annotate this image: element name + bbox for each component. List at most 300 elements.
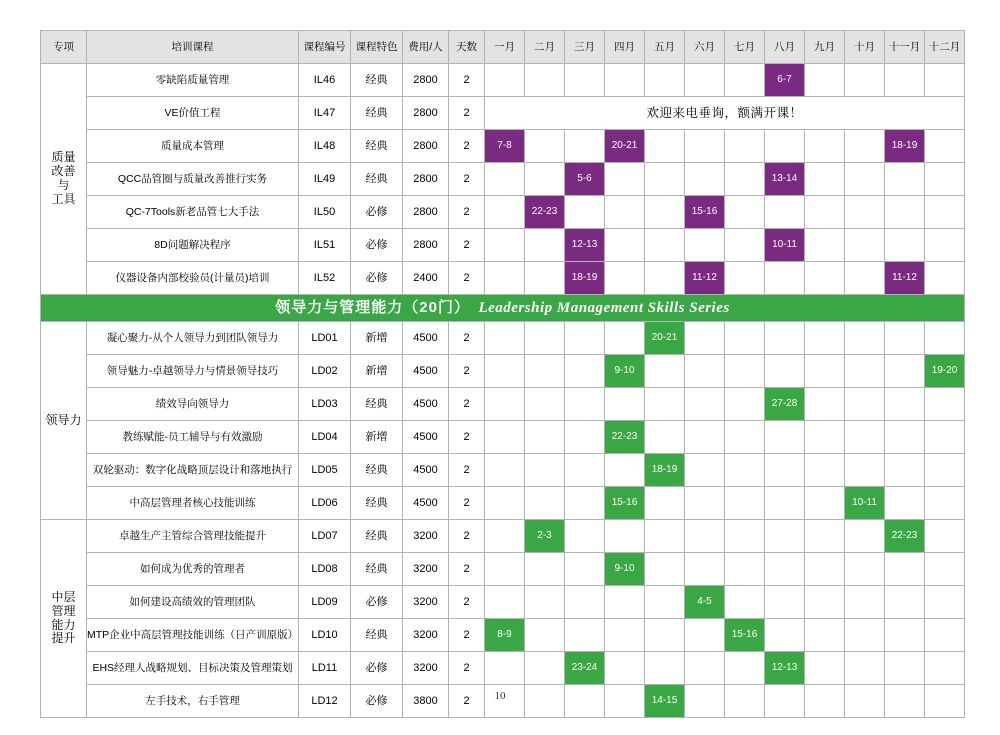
schedule-empty-cell bbox=[765, 586, 805, 619]
section-banner bbox=[41, 295, 965, 322]
col-header-month-11: 十一月 bbox=[885, 31, 925, 64]
course-code-cell: IL47 bbox=[299, 97, 351, 130]
page-number: 10 bbox=[494, 690, 506, 702]
course-feature-cell: 经典 bbox=[351, 97, 403, 130]
schedule-date-cell: 10-11 bbox=[845, 487, 885, 520]
section-title-en: Leadership Management Skills Series bbox=[469, 299, 730, 316]
schedule-empty-cell bbox=[565, 421, 605, 454]
course-name-cell: 如何成为优秀的管理者 bbox=[87, 553, 299, 586]
course-name-cell: 双轮驱动：数字化战略顶层设计和落地执行 bbox=[87, 454, 299, 487]
schedule-empty-cell bbox=[565, 520, 605, 553]
col-header-month-9: 九月 bbox=[805, 31, 845, 64]
schedule-empty-cell bbox=[845, 553, 885, 586]
schedule-empty-cell bbox=[605, 520, 645, 553]
course-fee-cell: 4500 bbox=[403, 322, 449, 355]
schedule-empty-cell bbox=[525, 130, 565, 163]
col-header-month-1: 一月 bbox=[485, 31, 525, 64]
schedule-empty-cell bbox=[925, 229, 965, 262]
schedule-empty-cell bbox=[765, 421, 805, 454]
course-fee-cell: 4500 bbox=[403, 454, 449, 487]
schedule-empty-cell bbox=[525, 322, 565, 355]
schedule-empty-cell bbox=[805, 163, 845, 196]
course-feature-cell: 经典 bbox=[351, 130, 403, 163]
col-header-month-2: 二月 bbox=[525, 31, 565, 64]
schedule-empty-cell bbox=[525, 355, 565, 388]
schedule-empty-cell bbox=[765, 454, 805, 487]
course-days-cell: 2 bbox=[449, 322, 485, 355]
schedule-empty-cell bbox=[925, 130, 965, 163]
course-feature-cell: 必修 bbox=[351, 229, 403, 262]
schedule-empty-cell bbox=[885, 388, 925, 421]
schedule-date-cell: 22-23 bbox=[525, 196, 565, 229]
course-days-cell: 2 bbox=[449, 454, 485, 487]
schedule-empty-cell bbox=[845, 355, 885, 388]
schedule-empty-cell bbox=[925, 421, 965, 454]
schedule-date-cell: 6-7 bbox=[765, 64, 805, 97]
schedule-empty-cell bbox=[525, 586, 565, 619]
category-label-line: 质量 bbox=[51, 150, 76, 165]
schedule-date-cell: 8-9 bbox=[485, 619, 525, 652]
schedule-empty-cell bbox=[885, 196, 925, 229]
col-header-days: 天数 bbox=[449, 31, 485, 64]
schedule-empty-cell bbox=[685, 322, 725, 355]
schedule-empty-cell bbox=[485, 64, 525, 97]
course-code-cell: IL48 bbox=[299, 130, 351, 163]
schedule-empty-cell bbox=[805, 229, 845, 262]
category-label-line: 能力 bbox=[51, 617, 76, 632]
schedule-empty-cell bbox=[885, 64, 925, 97]
schedule-empty-cell bbox=[565, 388, 605, 421]
schedule-empty-cell bbox=[525, 619, 565, 652]
schedule-empty-cell bbox=[925, 652, 965, 685]
schedule-empty-cell bbox=[845, 619, 885, 652]
course-name-cell: 中高层管理者核心技能训练 bbox=[87, 487, 299, 520]
course-days-cell: 2 bbox=[449, 553, 485, 586]
schedule-empty-cell bbox=[685, 163, 725, 196]
table-row bbox=[41, 388, 965, 421]
schedule-empty-cell bbox=[805, 487, 845, 520]
schedule-empty-cell bbox=[725, 322, 765, 355]
course-fee-cell: 3200 bbox=[403, 652, 449, 685]
category-label-line: 提升 bbox=[51, 631, 76, 646]
course-code-cell: IL51 bbox=[299, 229, 351, 262]
schedule-empty-cell bbox=[525, 421, 565, 454]
schedule-empty-cell bbox=[565, 553, 605, 586]
course-feature-cell: 经典 bbox=[351, 454, 403, 487]
course-name-cell: 如何建设高绩效的管理团队 bbox=[87, 586, 299, 619]
course-code-cell: LD02 bbox=[299, 355, 351, 388]
schedule-date-cell: 18-19 bbox=[885, 130, 925, 163]
schedule-empty-cell bbox=[925, 196, 965, 229]
schedule-empty-cell bbox=[805, 322, 845, 355]
course-name-cell: 零缺陷质量管理 bbox=[87, 64, 299, 97]
course-name-cell: 领导魅力-卓越领导力与情景领导技巧 bbox=[87, 355, 299, 388]
course-code-cell: LD07 bbox=[299, 520, 351, 553]
schedule-empty-cell bbox=[645, 520, 685, 553]
schedule-empty-cell bbox=[485, 520, 525, 553]
schedule-empty-cell bbox=[805, 355, 845, 388]
schedule-empty-cell bbox=[925, 163, 965, 196]
course-feature-cell: 经典 bbox=[351, 163, 403, 196]
course-name-cell: VE价值工程 bbox=[87, 97, 299, 130]
category-label-line: 管理 bbox=[51, 603, 76, 618]
schedule-empty-cell bbox=[685, 454, 725, 487]
schedule-empty-cell bbox=[565, 64, 605, 97]
schedule-date-cell: 20-21 bbox=[605, 130, 645, 163]
col-header-month-12: 十二月 bbox=[925, 31, 965, 64]
schedule-empty-cell bbox=[685, 130, 725, 163]
table-row bbox=[41, 487, 965, 520]
course-code-cell: LD10 bbox=[299, 619, 351, 652]
schedule-date-cell: 23-24 bbox=[565, 652, 605, 685]
schedule-empty-cell bbox=[885, 553, 925, 586]
course-fee-cell: 2800 bbox=[403, 64, 449, 97]
course-fee-cell: 3800 bbox=[403, 685, 449, 718]
course-days-cell: 2 bbox=[449, 520, 485, 553]
schedule-empty-cell bbox=[685, 652, 725, 685]
schedule-empty-cell bbox=[925, 388, 965, 421]
schedule-empty-cell bbox=[845, 421, 885, 454]
category-cell bbox=[41, 520, 87, 718]
schedule-empty-cell bbox=[885, 619, 925, 652]
schedule-empty-cell bbox=[485, 163, 525, 196]
schedule-empty-cell bbox=[845, 163, 885, 196]
schedule-empty-cell bbox=[725, 355, 765, 388]
schedule-empty-cell bbox=[845, 64, 885, 97]
schedule-empty-cell bbox=[645, 487, 685, 520]
course-name-cell: 左手技术，右手管理 bbox=[87, 685, 299, 718]
schedule-empty-cell bbox=[765, 196, 805, 229]
schedule-empty-cell bbox=[645, 421, 685, 454]
schedule-empty-cell bbox=[525, 454, 565, 487]
course-code-cell: LD04 bbox=[299, 421, 351, 454]
table-body bbox=[41, 64, 965, 718]
course-name-cell: 8D问题解决程序 bbox=[87, 229, 299, 262]
course-name-cell: 卓越生产主管综合管理技能提升 bbox=[87, 520, 299, 553]
schedule-empty-cell bbox=[885, 322, 925, 355]
schedule-empty-cell bbox=[885, 421, 925, 454]
table-header bbox=[41, 31, 965, 64]
schedule-empty-cell bbox=[645, 652, 685, 685]
schedule-empty-cell bbox=[885, 454, 925, 487]
schedule-empty-cell bbox=[805, 262, 845, 295]
course-feature-cell: 必修 bbox=[351, 586, 403, 619]
table-header-row bbox=[41, 31, 965, 64]
schedule-empty-cell bbox=[485, 553, 525, 586]
schedule-empty-cell bbox=[685, 64, 725, 97]
category-label-line: 领导力 bbox=[45, 412, 82, 427]
schedule-empty-cell bbox=[845, 652, 885, 685]
course-feature-cell: 经典 bbox=[351, 388, 403, 421]
table-row bbox=[41, 196, 965, 229]
schedule-date-cell: 13-14 bbox=[765, 163, 805, 196]
schedule-empty-cell bbox=[685, 487, 725, 520]
schedule-empty-cell bbox=[725, 487, 765, 520]
schedule-date-cell: 15-16 bbox=[605, 487, 645, 520]
course-feature-cell: 必修 bbox=[351, 652, 403, 685]
schedule-empty-cell bbox=[845, 520, 885, 553]
schedule-date-cell: 14-15 bbox=[645, 685, 685, 718]
schedule-empty-cell bbox=[685, 229, 725, 262]
schedule-empty-cell bbox=[605, 586, 645, 619]
course-days-cell: 2 bbox=[449, 262, 485, 295]
course-days-cell: 2 bbox=[449, 163, 485, 196]
schedule-empty-cell bbox=[725, 229, 765, 262]
course-days-cell: 2 bbox=[449, 619, 485, 652]
schedule-empty-cell bbox=[525, 388, 565, 421]
schedule-empty-cell bbox=[725, 652, 765, 685]
schedule-empty-cell bbox=[485, 322, 525, 355]
col-header-month-10: 十月 bbox=[845, 31, 885, 64]
schedule-empty-cell bbox=[525, 487, 565, 520]
schedule-empty-cell bbox=[605, 196, 645, 229]
schedule-empty-cell bbox=[685, 388, 725, 421]
schedule-date-cell: 18-19 bbox=[645, 454, 685, 487]
schedule-date-cell: 22-23 bbox=[605, 421, 645, 454]
schedule-empty-cell bbox=[805, 586, 845, 619]
course-fee-cell: 2800 bbox=[403, 130, 449, 163]
course-code-cell: IL50 bbox=[299, 196, 351, 229]
schedule-empty-cell bbox=[645, 553, 685, 586]
schedule-empty-cell bbox=[725, 586, 765, 619]
course-code-cell: LD09 bbox=[299, 586, 351, 619]
schedule-empty-cell bbox=[645, 619, 685, 652]
schedule-empty-cell bbox=[565, 355, 605, 388]
table-row bbox=[41, 229, 965, 262]
col-header-fee: 费用/人 bbox=[403, 31, 449, 64]
course-feature-cell: 新增 bbox=[351, 421, 403, 454]
course-days-cell: 2 bbox=[449, 64, 485, 97]
schedule-empty-cell bbox=[925, 619, 965, 652]
col-header-month-7: 七月 bbox=[725, 31, 765, 64]
schedule-empty-cell bbox=[845, 586, 885, 619]
schedule-empty-cell bbox=[925, 487, 965, 520]
schedule-empty-cell bbox=[685, 553, 725, 586]
table-row bbox=[41, 520, 965, 553]
course-feature-cell: 经典 bbox=[351, 520, 403, 553]
schedule-empty-cell bbox=[525, 262, 565, 295]
schedule-empty-cell bbox=[885, 163, 925, 196]
schedule-date-cell: 12-13 bbox=[565, 229, 605, 262]
schedule-empty-cell bbox=[565, 322, 605, 355]
schedule-empty-cell bbox=[765, 130, 805, 163]
course-name-cell: 仪器设备内部校验员(计量员)培训 bbox=[87, 262, 299, 295]
course-days-cell: 2 bbox=[449, 355, 485, 388]
course-code-cell: LD08 bbox=[299, 553, 351, 586]
schedule-empty-cell bbox=[925, 322, 965, 355]
schedule-empty-cell bbox=[845, 322, 885, 355]
category-cell bbox=[41, 64, 87, 295]
schedule-empty-cell bbox=[685, 619, 725, 652]
schedule-empty-cell bbox=[605, 229, 645, 262]
course-feature-cell: 必修 bbox=[351, 685, 403, 718]
schedule-empty-cell bbox=[565, 196, 605, 229]
course-days-cell: 2 bbox=[449, 586, 485, 619]
schedule-empty-cell bbox=[645, 586, 685, 619]
course-days-cell: 2 bbox=[449, 130, 485, 163]
course-code-cell: LD05 bbox=[299, 454, 351, 487]
schedule-empty-cell bbox=[765, 520, 805, 553]
schedule-empty-cell bbox=[645, 355, 685, 388]
schedule-date-cell: 11-12 bbox=[885, 262, 925, 295]
col-header-month-4: 四月 bbox=[605, 31, 645, 64]
schedule-empty-cell bbox=[805, 388, 845, 421]
course-days-cell: 2 bbox=[449, 388, 485, 421]
section-banner-row bbox=[41, 295, 965, 322]
course-feature-cell: 经典 bbox=[351, 64, 403, 97]
schedule-empty-cell bbox=[845, 130, 885, 163]
table-row bbox=[41, 130, 965, 163]
table-row bbox=[41, 163, 965, 196]
schedule-date-cell: 22-23 bbox=[885, 520, 925, 553]
schedule-empty-cell bbox=[485, 652, 525, 685]
schedule-empty-cell bbox=[765, 553, 805, 586]
course-code-cell: LD06 bbox=[299, 487, 351, 520]
schedule-empty-cell bbox=[725, 388, 765, 421]
schedule-empty-cell bbox=[645, 130, 685, 163]
schedule-empty-cell bbox=[565, 619, 605, 652]
course-name-cell: EHS经理人战略规划、目标决策及管理策划 bbox=[87, 652, 299, 685]
schedule-empty-cell bbox=[885, 652, 925, 685]
schedule-empty-cell bbox=[805, 652, 845, 685]
schedule-empty-cell bbox=[805, 130, 845, 163]
course-fee-cell: 3200 bbox=[403, 586, 449, 619]
schedule-empty-cell bbox=[805, 520, 845, 553]
schedule-empty-cell bbox=[525, 229, 565, 262]
course-feature-cell: 经典 bbox=[351, 553, 403, 586]
course-code-cell: IL46 bbox=[299, 64, 351, 97]
course-code-cell: LD01 bbox=[299, 322, 351, 355]
col-header-course: 培训课程 bbox=[87, 31, 299, 64]
table-row bbox=[41, 355, 965, 388]
schedule-empty-cell bbox=[605, 262, 645, 295]
schedule-empty-cell bbox=[725, 196, 765, 229]
course-fee-cell: 3200 bbox=[403, 553, 449, 586]
table-row bbox=[41, 652, 965, 685]
schedule-empty-cell bbox=[845, 196, 885, 229]
category-label-line: 工具 bbox=[51, 191, 76, 206]
schedule-empty-cell bbox=[925, 64, 965, 97]
schedule-empty-cell bbox=[885, 586, 925, 619]
schedule-empty-cell bbox=[925, 520, 965, 553]
schedule-date-cell: 15-16 bbox=[685, 196, 725, 229]
schedule-date-cell: 18-19 bbox=[565, 262, 605, 295]
schedule-empty-cell bbox=[725, 421, 765, 454]
schedule-empty-cell bbox=[645, 163, 685, 196]
course-code-cell: LD03 bbox=[299, 388, 351, 421]
schedule-empty-cell bbox=[645, 388, 685, 421]
schedule-empty-cell bbox=[525, 553, 565, 586]
schedule-empty-cell bbox=[805, 454, 845, 487]
course-days-cell: 2 bbox=[449, 685, 485, 718]
table-row bbox=[41, 553, 965, 586]
schedule-empty-cell bbox=[605, 454, 645, 487]
schedule-date-cell: 15-16 bbox=[725, 619, 765, 652]
course-fee-cell: 4500 bbox=[403, 421, 449, 454]
course-feature-cell: 必修 bbox=[351, 196, 403, 229]
course-schedule-table bbox=[40, 30, 965, 718]
col-header-month-5: 五月 bbox=[645, 31, 685, 64]
schedule-empty-cell bbox=[525, 652, 565, 685]
table-row bbox=[41, 619, 965, 652]
col-header-month-8: 八月 bbox=[765, 31, 805, 64]
table-row bbox=[41, 421, 965, 454]
schedule-empty-cell bbox=[565, 130, 605, 163]
course-name-cell: QCC品管圈与质量改善推行实务 bbox=[87, 163, 299, 196]
schedule-empty-cell bbox=[765, 619, 805, 652]
col-header-category: 专项 bbox=[41, 31, 87, 64]
schedule-date-cell: 5-6 bbox=[565, 163, 605, 196]
category-label-line: 中层 bbox=[51, 589, 76, 604]
col-header-month-3: 三月 bbox=[565, 31, 605, 64]
schedule-empty-cell bbox=[925, 586, 965, 619]
schedule-empty-cell bbox=[845, 388, 885, 421]
schedule-empty-cell bbox=[805, 553, 845, 586]
schedule-empty-cell bbox=[485, 196, 525, 229]
schedule-empty-cell bbox=[925, 262, 965, 295]
table-row bbox=[41, 586, 965, 619]
schedule-empty-cell bbox=[685, 421, 725, 454]
schedule-empty-cell bbox=[485, 355, 525, 388]
course-name-cell: 质量成本管理 bbox=[87, 130, 299, 163]
schedule-empty-cell bbox=[725, 553, 765, 586]
schedule-empty-cell bbox=[805, 421, 845, 454]
schedule-empty-cell bbox=[605, 64, 645, 97]
schedule-empty-cell bbox=[925, 553, 965, 586]
course-code-cell: LD12 bbox=[299, 685, 351, 718]
schedule-empty-cell bbox=[725, 520, 765, 553]
course-days-cell: 2 bbox=[449, 97, 485, 130]
course-code-cell: LD11 bbox=[299, 652, 351, 685]
schedule-empty-cell bbox=[725, 64, 765, 97]
course-feature-cell: 新增 bbox=[351, 355, 403, 388]
schedule-empty-cell bbox=[805, 196, 845, 229]
schedule-empty-cell bbox=[485, 229, 525, 262]
course-days-cell: 2 bbox=[449, 229, 485, 262]
course-days-cell: 2 bbox=[449, 652, 485, 685]
schedule-empty-cell bbox=[685, 355, 725, 388]
course-fee-cell: 2800 bbox=[403, 97, 449, 130]
schedule-date-cell: 20-21 bbox=[645, 322, 685, 355]
schedule-empty-cell bbox=[845, 229, 885, 262]
course-name-cell: 绩效导向领导力 bbox=[87, 388, 299, 421]
schedule-empty-cell bbox=[885, 355, 925, 388]
course-fee-cell: 2400 bbox=[403, 262, 449, 295]
schedule-empty-cell bbox=[565, 454, 605, 487]
schedule-empty-cell bbox=[845, 262, 885, 295]
course-days-cell: 2 bbox=[449, 196, 485, 229]
schedule-empty-cell bbox=[605, 163, 645, 196]
section-title-cn: 领导力与管理能力（20门） bbox=[275, 298, 470, 316]
schedule-empty-cell bbox=[605, 388, 645, 421]
course-code-cell: IL52 bbox=[299, 262, 351, 295]
course-fee-cell: 3200 bbox=[403, 520, 449, 553]
schedule-empty-cell bbox=[765, 355, 805, 388]
course-feature-cell: 经典 bbox=[351, 487, 403, 520]
schedule-empty-cell bbox=[805, 619, 845, 652]
course-name-cell: 凝心聚力-从个人领导力到团队领导力 bbox=[87, 322, 299, 355]
course-fee-cell: 4500 bbox=[403, 487, 449, 520]
course-fee-cell: 2800 bbox=[403, 196, 449, 229]
course-feature-cell: 新增 bbox=[351, 322, 403, 355]
col-header-code: 课程编号 bbox=[299, 31, 351, 64]
schedule-empty-cell bbox=[485, 388, 525, 421]
schedule-date-cell: 27-28 bbox=[765, 388, 805, 421]
table-row bbox=[41, 97, 965, 130]
schedule-date-cell: 10-11 bbox=[765, 229, 805, 262]
schedule-empty-cell bbox=[525, 163, 565, 196]
schedule-empty-cell bbox=[485, 262, 525, 295]
